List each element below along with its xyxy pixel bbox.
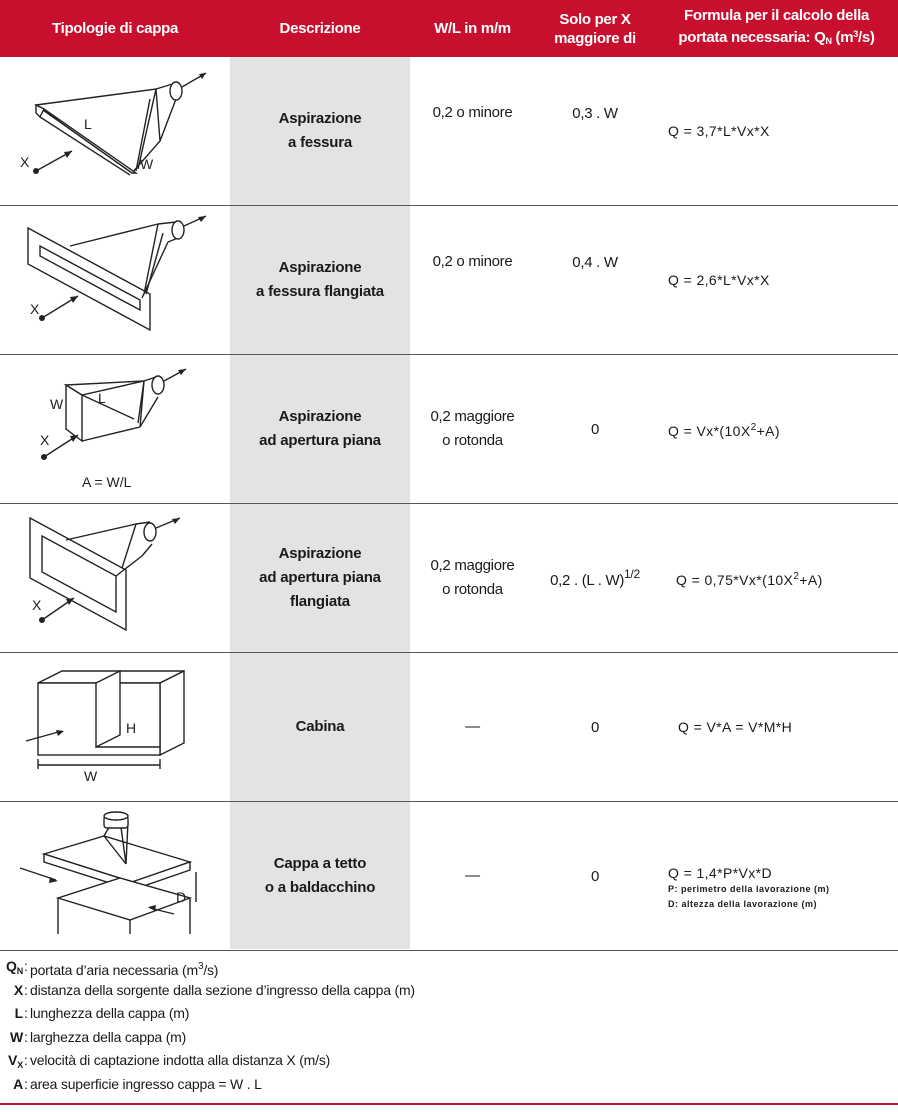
formula-note-p: P: perimetro della lavorazione (m) — [668, 883, 830, 894]
row-solo: 0 — [590, 718, 600, 736]
header-wl: W/L in m/m — [434, 20, 511, 37]
legend-item: X : distanza della sorgente dalla sezione d’ingresso della cappa (m) — [13, 981, 415, 998]
row-divider — [0, 950, 898, 951]
header-descrizione: Descrizione — [279, 20, 361, 37]
bottom-rule — [0, 1103, 898, 1105]
fig-label-w: W — [84, 768, 98, 784]
row-description: Cappa a tetto o a baldacchino — [264, 855, 376, 896]
row-solo: 0,2 . (L . W)$^{1/2}$ — [550, 567, 640, 589]
fig-label-h: H — [126, 720, 137, 736]
fig-label-x: X — [20, 154, 30, 170]
fig-label-x: X — [32, 597, 42, 613]
slot-hood-figure — [0, 57, 230, 205]
table-row — [0, 206, 898, 355]
row-description: Cabina — [295, 718, 345, 735]
table-row — [0, 802, 898, 951]
row-description: Aspirazione a fessura flangiata — [256, 259, 384, 300]
formula-note-d: D: altezza della lavorazione (m) — [668, 898, 818, 909]
row-wl: — — [465, 718, 480, 735]
legend — [0, 955, 898, 1096]
row-formula: $Q = Vx*(10X^2+A)$ — [668, 421, 780, 439]
row-formula: $Q = 0,75*Vx*(10X^2+A)$ — [676, 570, 823, 588]
legend-item: $Q_N$ : portata d’aria necessaria $(m^3/s)$ — [5, 958, 219, 978]
fig-label-x: X — [30, 301, 40, 317]
header-solo: Solo per X maggiore di — [554, 10, 636, 47]
legend-item: W : larghezza della cappa (m) — [9, 1028, 187, 1045]
row-formula: Q = 2,6*L*Vx*X — [668, 271, 770, 288]
flanged-slot-hood-figure — [0, 206, 230, 354]
row-description: Aspirazione a fessura — [278, 110, 362, 151]
row-formula: Q = 3,7*L*Vx*X — [668, 122, 770, 139]
fig-label-d: D — [176, 889, 187, 905]
row-formula: Q = V*A = V*M*H — [678, 718, 793, 735]
fig-label-area: A = W/L — [82, 474, 132, 490]
header-tipologie: Tipologie di cappa — [51, 20, 178, 37]
row-solo: 0,4 . W — [572, 253, 618, 271]
row-solo: 0,3 . W — [572, 104, 618, 122]
plain-opening-hood-figure — [0, 355, 230, 503]
legend-item: $V_X$ : velocità di captazione indotta alla distanza X (m/s) — [8, 1052, 331, 1070]
table-row — [0, 504, 898, 653]
row-description: Aspirazione ad apertura piana — [259, 408, 381, 449]
fig-label-l: L — [84, 116, 92, 132]
fig-label-w: W — [50, 396, 64, 412]
table-row — [0, 355, 898, 504]
fig-label-l: L — [98, 390, 106, 406]
header-formula: Formula per il calcolo della portata necessaria: $Q_N$ $(m^3/s)$ — [678, 7, 875, 46]
row-wl: 0,2 maggiore o rotonda — [430, 408, 515, 449]
table-row — [0, 653, 898, 802]
row-solo: 0 — [590, 867, 600, 885]
fig-label-w: W — [140, 156, 154, 172]
row-wl: 0,2 o minore — [432, 104, 513, 121]
legend-item: L : lunghezza della cappa (m) — [14, 1005, 190, 1021]
row-wl: — — [465, 867, 480, 884]
flanged-plain-opening-hood-figure — [0, 504, 230, 652]
row-description: Aspirazione ad apertura piana flangiata — [259, 545, 381, 610]
row-formula: Q = 1,4*P*Vx*D P: perimetro della lavorazione (m) D: altezza della lavorazione (m) — [668, 814, 898, 962]
fig-label-x: X — [40, 432, 50, 448]
table-row — [0, 57, 898, 206]
row-wl: 0,2 maggiore o rotonda — [430, 557, 515, 598]
row-wl: 0,2 o minore — [432, 253, 513, 270]
canopy-hood-figure — [0, 802, 230, 950]
row-solo: 0 — [590, 420, 600, 438]
legend-item: A : area superficie ingresso cappa = W . L — [13, 1075, 262, 1092]
booth-figure — [0, 653, 230, 801]
